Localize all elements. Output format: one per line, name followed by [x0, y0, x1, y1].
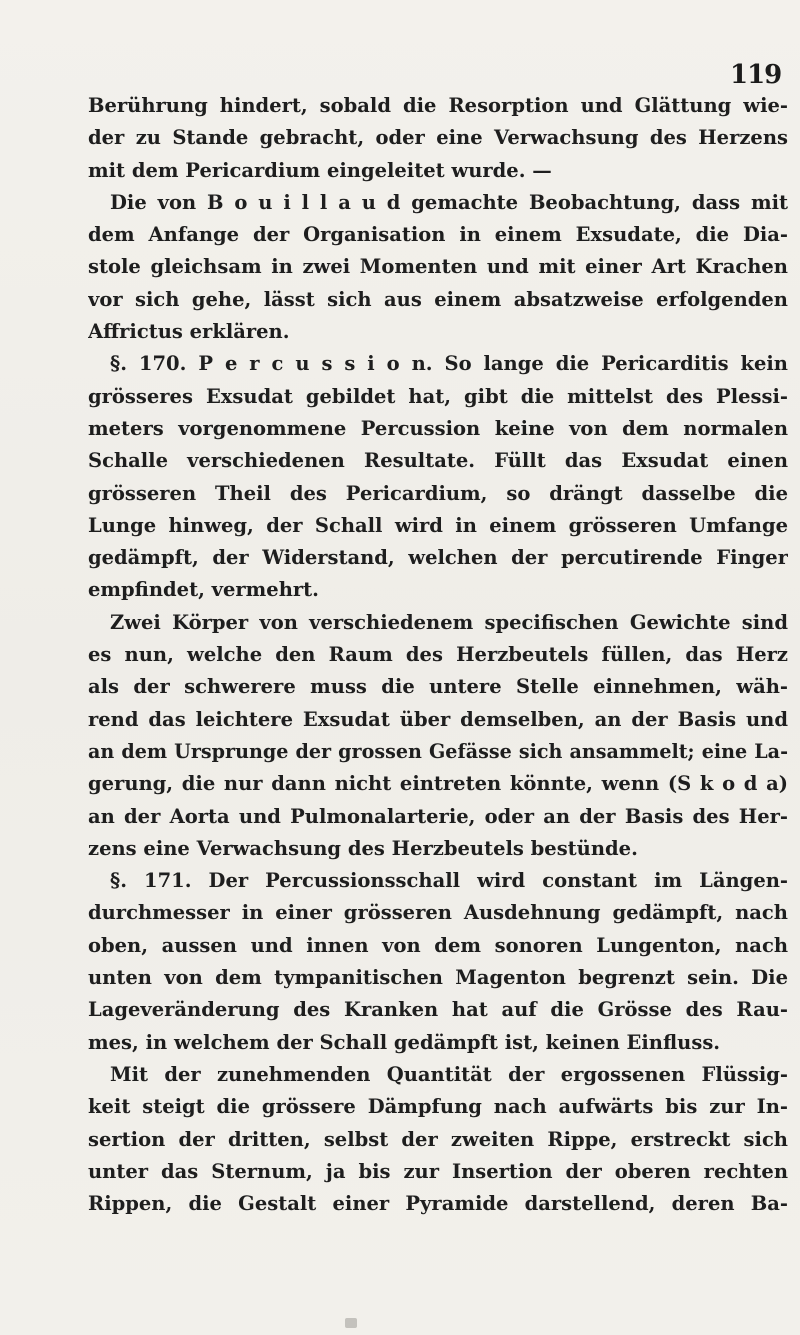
text-line: dem Anfange der Organisation in einem Exsudate, die Dia-: [88, 223, 788, 247]
page-number: 119: [730, 60, 782, 90]
text-line: grösseres Exsudat gebildet hat, gibt die mittelst des Plessi-: [88, 384, 788, 408]
text-line: meters vorgenommene Percussion keine von dem normalen: [88, 416, 788, 440]
text-line: rend das leichtere Exsudat über demselben, an der Basis und: [88, 707, 788, 731]
text-line: als der schwerere muss die untere Stelle einnehmen, wäh-: [88, 675, 788, 699]
body-text: [88, 90, 788, 1220]
text-line: durchmesser in einer grösseren Ausdehnung gedämpft, nach: [88, 901, 788, 925]
text-line: mes, in welchem der Schall gedämpft ist, keinen Einfluss.: [88, 1030, 721, 1054]
text-line: empfindet, vermehrt.: [88, 578, 319, 602]
text-line: an dem Ursprunge der grossen Gefässe sich ansammelt; eine La-: [88, 739, 788, 763]
text-line: gedämpft, der Widerstand, welchen der percutirende Finger: [88, 546, 788, 570]
text-line: unter das Sternum, ja bis zur Insertion der oberen rechten: [88, 1159, 788, 1183]
text-line: Lunge hinweg, der Schall wird in einem grösseren Umfange: [88, 513, 788, 537]
text-line: sertion der dritten, selbst der zweiten Rippe, erstreckt sich: [88, 1127, 788, 1151]
text-line: mit dem Pericardium eingeleitet wurde. —: [88, 158, 552, 182]
text-line: Berührung hindert, sobald die Resorption und Glättung wie-: [88, 94, 788, 117]
text-line: §. 171. Der Percussionsschall wird constant im Längen-: [110, 869, 788, 893]
text-line: Affrictus erklären.: [88, 320, 290, 344]
text-line: grösseren Theil des Pericardium, so drängt dasselbe die: [88, 481, 788, 505]
text-line: keit steigt die grössere Dämpfung nach aufwärts bis zur In-: [88, 1095, 788, 1119]
text-line: vor sich gehe, lässt sich aus einem absatzweise erfolgenden: [88, 287, 788, 311]
text-line: an der Aorta und Pulmonalarterie, oder an der Basis des Her-: [88, 804, 788, 828]
text-line: Schalle verschiedenen Resultate. Füllt das Exsudat einen: [88, 449, 788, 473]
text-line: Die von B o u i l l a u d gemachte Beobachtung, dass mit: [110, 190, 788, 214]
text-line: es nun, welche den Raum des Herzbeutels füllen, das Herz: [88, 643, 788, 667]
text-line: Lageveränderung des Kranken hat auf die Grösse des Rau-: [88, 998, 788, 1022]
text-line: gerung, die nur dann nicht eintreten könnte, wenn (S k o d a): [88, 772, 788, 796]
text-line: unten von dem tympanitischen Magenton begrenzt sein. Die: [88, 966, 788, 990]
text-line: §. 170. P e r c u s s i o n. So lange die Pericarditis kein: [110, 352, 788, 376]
text-line: stole gleichsam in zwei Momenten und mit einer Art Krachen: [88, 255, 788, 279]
scan-mark: [345, 1318, 357, 1328]
text-line: der zu Stande gebracht, oder eine Verwachsung des Herzens: [88, 126, 788, 150]
text-line: oben, aussen und innen von dem sonoren Lungenton, nach: [88, 933, 788, 957]
text-line: Mit der zunehmenden Quantität der ergossenen Flüssig-: [110, 1062, 788, 1086]
text-line: zens eine Verwachsung des Herzbeutels bestünde.: [88, 836, 638, 860]
text-line: Rippen, die Gestalt einer Pyramide darstellend, deren Ba-: [88, 1192, 788, 1216]
text-line: Zwei Körper von verschiedenem specifischen Gewichte sind: [110, 610, 788, 634]
